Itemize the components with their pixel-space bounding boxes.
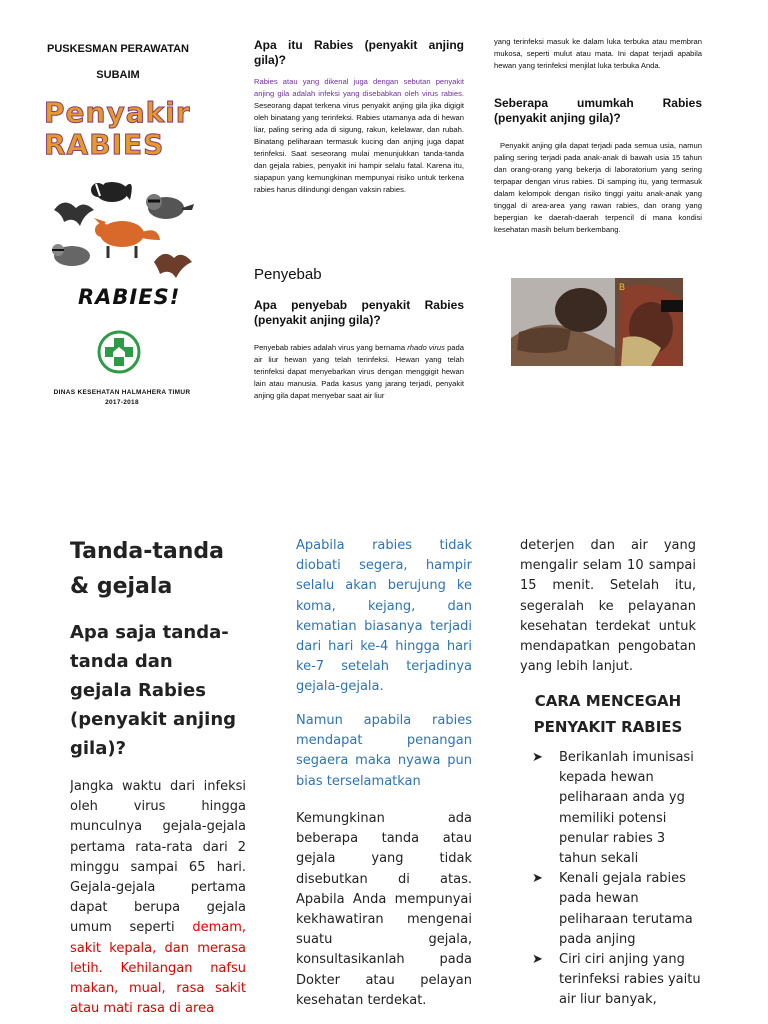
title-line-1: Penyakir <box>44 96 191 129</box>
skunk-icon <box>91 177 132 202</box>
transmission-continued: yang terinfeksi masuk ke dalam luka terbuka atau membran mukosa, seperti mulut atau mata. Ini dapat terjadi apabila hewan yang terinfeksi menjilat luka terbuka Anda. <box>494 37 702 70</box>
patient-photo <box>511 278 683 366</box>
raccoon-icon <box>146 194 194 219</box>
prevention-item: ➤ Ciri ciri anjing yang terinfeksi rabies yaitu air liur banyak, <box>532 952 701 1008</box>
department-name: DINAS KESEHATAN HALMAHERA TIMUR 2017-2018 <box>53 389 191 406</box>
organization-name: PUSKESMAN PERAWATAN SUBAIM <box>47 43 189 81</box>
brochure-title <box>44 96 214 160</box>
prevention-item: ➤ Berikanlah imunisasi kepada hewan peliharaan anda yg memiliki potensi penular rabies 3 tahun sekali <box>532 750 694 867</box>
signs-body: Jangka waktu dari infeksi oleh virus hingga munculnya gejala-gejala pertama rata-rata dari 2 minggu sampai 65 hari. Gejala-gejala pertama dapat berupa gejala umum seperti demam, sakit kepala, dan merasa letih. Kehilangan nafsu makan, mual, rasa sakit atau mati rasa di area <box>70 779 246 1017</box>
bat-icon-2 <box>154 254 192 278</box>
arrow-bullet-icon: ➤ <box>532 750 543 765</box>
what-is-rabies-body <box>254 76 464 196</box>
bat-icon <box>54 202 94 226</box>
arrow-bullet-icon: ➤ <box>532 871 543 887</box>
wound-wash-continued: deterjen dan air yang mengalir selam 10 sampai 15 menit. Setelah itu, segeralah ke pelayanan kesehatan terdekat untuk mendapatkan pengobatan yang lebih lanjut. <box>520 538 696 675</box>
rabies-description: Seseorang dapat terkena virus penyakit anjing gila jika digigit oleh binatang yang terinfeksi. Rabies utamanya ada di hewan liar, paling sering ada di sigung, rakun, kelelawar, dan rubah. Binatang peliharaan termasuk kucing dan anjing juga dapat terinfeksi. Saat seseorang mulai menunjukkan tanda-tanda dan gejala rabies, penyakit ini hampir selalu fatal. Karena itu, siapapun yang kemungkinan mempunyai risiko untuk terkena rabies harus dilindungi dengan vaksin rabies. <box>254 101 464 194</box>
illustration-caption: RABIES! <box>78 285 181 309</box>
animals-illustration <box>50 170 200 288</box>
prevalence-body: Penyakit anjing gila dapat terjadi pada semua usia, namun paling sering terjadi pada anak-anak di bawah usia 15 tahun dan orang-orang yang bekerja di laboratorium yang sering terpapar dengan virus rabies. Di samping itu, yang termasuk dalam kelompok dengan risiko tinggi yaitu anak-anak yang tinggal di area-area yang rawan rabies, dan orang yang bepergian ke daerah-daerah terpencil di mana kondisi kesehatan masih belum berkembang. <box>494 141 702 234</box>
untreated-warning: Apabila rabies tidak diobati segera, hampir selalu akan berujung ke koma, kejang, dan kematian biasanya terjadi dari hari ke-4 hingga hari ke-7 setelah terjadinya gejala-gejala. <box>296 538 472 695</box>
prevention-heading: CARA MENCEGAH PENYAKIT RABIES <box>533 692 683 736</box>
cause-heading: Apa penyebab penyakit Rabies (penyakit anjing gila)? <box>254 298 464 327</box>
prevention-list <box>532 748 702 1011</box>
photo-label: B <box>619 282 626 292</box>
virus-name: rhado virus <box>407 343 445 352</box>
title-line-2: RABIES <box>44 128 165 161</box>
section-cause-title: Penyebab <box>254 266 322 283</box>
consult-doctor-text: Kemungkinan ada beberapa tanda atau gejala yang tidak disebutkan di atas. Apabila Anda mempunyai kekhawatiran mengenai suatu gejala, konsultasikanlah pada Dokter atau pelayan kesehatan terdekat. <box>296 811 472 1008</box>
prevention-item: ➤ Kenali gejala rabies pada hewan peliharaan terutama pada anjing <box>532 871 693 947</box>
signs-question: Apa saja tanda- tanda dan gejala Rabies (penyakit anjing gila)? <box>70 622 237 759</box>
raccoon-icon-2 <box>52 244 90 266</box>
treatment-hope: Namun apabila rabies mendapat penangan segaera maka nyawa pun bias terselamatkan <box>296 713 472 789</box>
fox-icon <box>94 218 160 258</box>
signs-title: Tanda-tanda & gejala <box>70 539 225 599</box>
cause-body: Penyebab rabies adalah virus yang bernama rhado virus pada air liur hewan yang telah terinfeksi. Hewan yang telah terinfeksi dapat menyebarkan virus dengan menggigit hewan lain atau manusia. Pada kasus yang jarang terjadi, penyakit anjing gila dapat menyebar saat air liur <box>254 343 464 400</box>
rabies-definition: Rabies atau yang dikenal juga dengan sebutan penyakit anjing gila adalah infeksi yang disebabkan oleh virus rabies. <box>254 77 464 98</box>
health-cross-logo <box>97 330 141 374</box>
arrow-bullet-icon: ➤ <box>532 952 543 968</box>
what-is-rabies-heading: Apa itu Rabies (penyakit anjing gila)? <box>254 38 464 67</box>
symptoms-highlight: demam, sakit kepala, dan merasa letih. Kehilangan nafsu makan, mual, rasa sakit atau mati rasa di area <box>70 920 246 1017</box>
prevalence-heading: Seberapa umumkah Rabies (penyakit anjing gila)? <box>494 96 702 125</box>
